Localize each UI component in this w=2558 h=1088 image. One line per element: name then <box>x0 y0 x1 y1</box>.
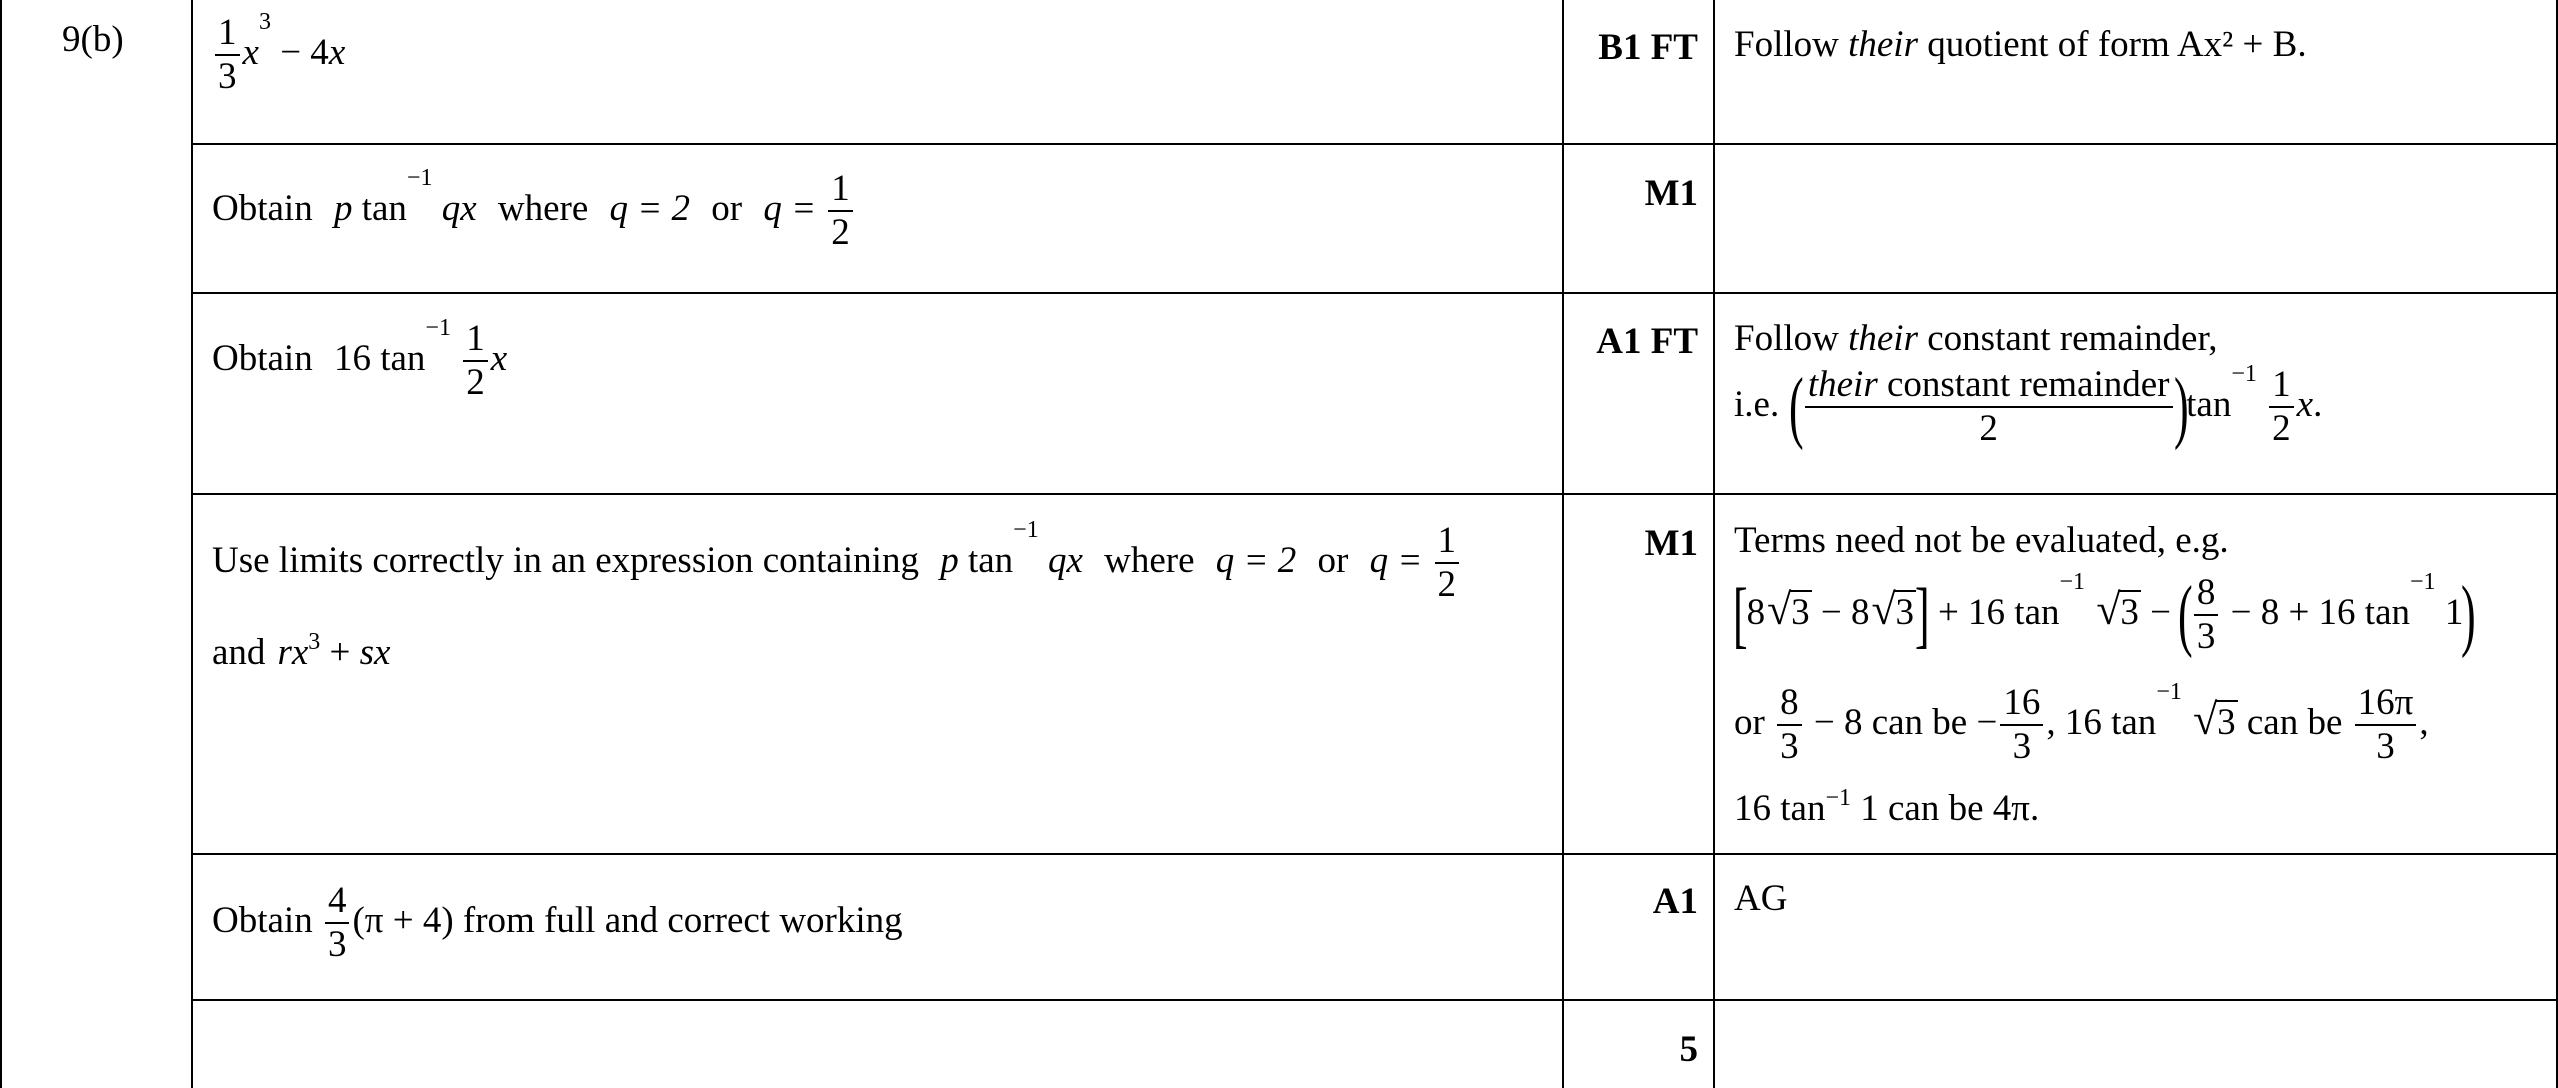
row3-guidance-line2: i.e. ( $\frac{\text{their constant remainder}}{2}$ )$\tan^{-1}$ $\frac{1}{2}$ x. <box>1734 361 2323 452</box>
fraction: $\frac{1}{2}$ <box>463 320 488 403</box>
fraction: $\frac{1}{2}$ <box>1435 522 1460 605</box>
row4-guidance-line1: Terms need not be evaluated, e.g. <box>1734 520 2229 561</box>
row4-answer-line2: and $rx^3$ + sx <box>212 629 391 673</box>
row-divider-1 <box>191 143 2558 145</box>
row-divider-5 <box>191 999 2558 1001</box>
row4-guidance-line3: or $\frac{8}{3}$ − 8 can be − $\frac{16}{3}$ , 16 $\tan^{-1}$ √ 3 can be $\frac{16\pi}{3}$ , <box>1734 679 2429 767</box>
row5-guidance: AG <box>1734 878 1788 919</box>
question-number: 9(b) <box>62 19 124 60</box>
fraction: $\frac{1}{3}$ <box>215 14 240 97</box>
table-border-guidance-left <box>1713 0 1715 1088</box>
fraction: $\frac{1}{2}$ <box>2269 366 2294 449</box>
row2-mark: M1 <box>1644 173 1698 214</box>
row3-answer: Obtain 16 $\tan^{-1}$ $\frac{1}{2}$ x <box>212 315 508 403</box>
row4-mark: M1 <box>1644 523 1698 564</box>
row1-guidance: Follow their quotient of form Ax² + B. <box>1734 24 2307 65</box>
row3-mark: A1 FT <box>1596 321 1698 362</box>
row4-answer-line1: Use limits correctly in an expression containing p $\tan^{-1}$ qx where q = 2 or q = $\frac{1}{2}$ <box>212 522 1462 605</box>
table-border-answer-left <box>191 0 193 1088</box>
row-divider-3 <box>191 493 2558 495</box>
fraction: $\frac{8}{3}$ <box>2194 574 2219 657</box>
fraction: $\frac{4}{3}$ <box>325 882 350 965</box>
row1-mark: B1 FT <box>1598 27 1698 68</box>
row-divider-4 <box>191 853 2558 855</box>
total-mark: 5 <box>1679 1029 1698 1070</box>
fraction: $\frac{1}{2}$ <box>828 170 853 253</box>
row5-mark: A1 <box>1652 881 1698 922</box>
row4-guidance-line2: [8 √ 3 − 8 √ 3] + 16 $\tan^{-1}$ √ 3 − ( $\frac{8}{3}$ − 8 + 16 $\tan^{-1} 1$) <box>1732 569 2476 660</box>
row2-answer: Obtain p $\tan^{-1}$ qx where q = 2 or q = $\frac{1}{2}$ <box>212 170 856 253</box>
row1-answer: $\frac{1}{3}$ $x^3 - 4x$ <box>212 14 345 97</box>
fraction: $\frac{8}{3}$ <box>1777 684 1802 767</box>
table-border-mark-left <box>1562 0 1564 1088</box>
table-border-left <box>0 0 2 1088</box>
row4-guidance-line4: 16 $\tan^{-1} 1$ can be 4π. <box>1734 785 2040 829</box>
fraction: $\frac{16\pi}{3}$ <box>2355 684 2417 767</box>
row3-guidance-line1: Follow their constant remainder, <box>1734 318 2218 359</box>
row5-answer: Obtain $\frac{4}{3}$ (π + 4) from full and correct working <box>212 880 903 965</box>
fraction: $\frac{16}{3}$ <box>2000 684 2043 767</box>
fraction: $\frac{\text{their constant remainder}}{2}$ <box>1805 366 2173 449</box>
row-divider-2 <box>191 292 2558 294</box>
